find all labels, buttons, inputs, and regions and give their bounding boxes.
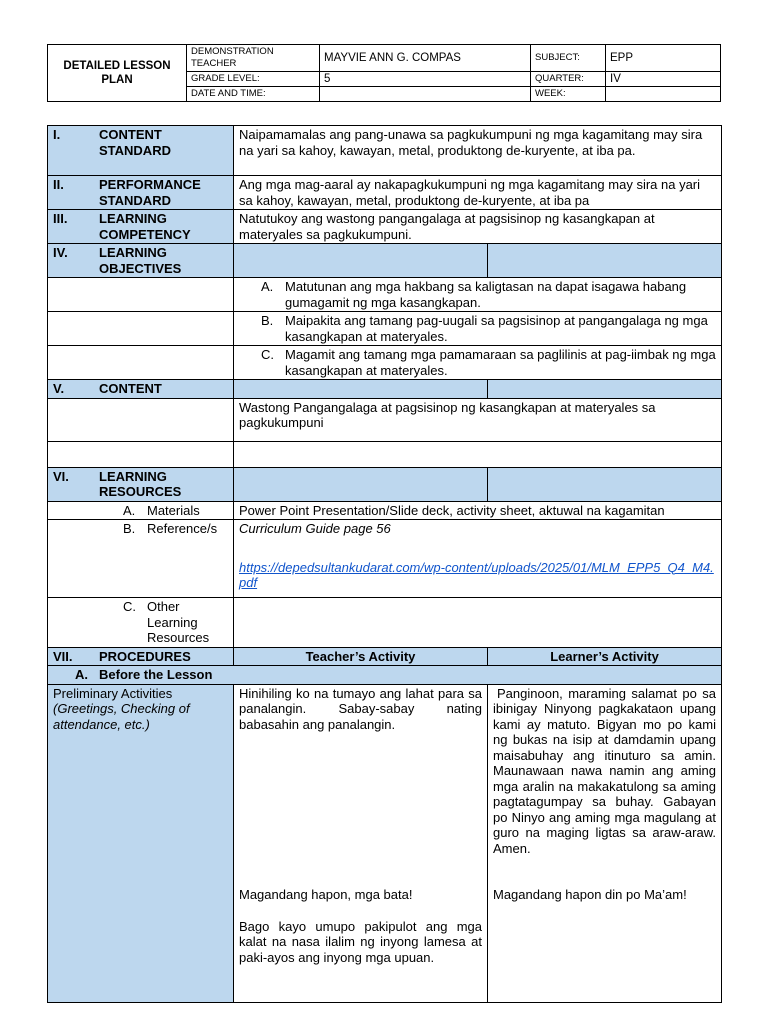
learner-activity-cell — [488, 684, 722, 1002]
subject-value: EPP — [606, 45, 721, 72]
teacher-label: DEMONSTRATION TEACHER — [187, 45, 320, 72]
section-title: LEARNING RESOURCES — [99, 468, 182, 499]
date-value — [320, 87, 531, 102]
content-heading — [48, 380, 234, 399]
resource-label: Reference/s — [147, 521, 218, 536]
learner-activity-header: Learner’s Activity — [488, 647, 722, 666]
learning-competency-heading — [48, 210, 234, 244]
resource-label: Other Learning Resources — [147, 599, 210, 645]
teacher-value: MAYVIE ANN G. COMPAS — [320, 45, 531, 72]
blank-cell — [488, 244, 722, 278]
section-number: I. — [53, 127, 61, 142]
other-resources-label-cell — [48, 598, 234, 648]
learner-prayer-text: Panginoon, maraming salamat po sa ibinigay Ninyong pagkakataon upang kami ay matuto. Bigyan mo po kami ng bukas na isip at damdamin upang maisabuhay ang itinuturo sa amin. Maunawaan nawa namin ang aming mga aralin na makakatulong sa aming pagtatagumpay sa buhay. Gabayan po Ninyo ang aming mga magulang at guro na maging ligtas sa araw-araw. Amen. — [493, 685, 716, 856]
subject-label: SUBJECT: — [531, 45, 606, 72]
resource-letter: A. — [123, 502, 136, 518]
preliminary-label: Preliminary Activities — [53, 685, 173, 701]
objective-letter: A. — [261, 279, 274, 294]
section-number: VI. — [53, 468, 69, 484]
week-label: WEEK: — [531, 87, 606, 102]
objective-item — [234, 346, 722, 380]
grade-label: GRADE LEVEL: — [187, 72, 320, 87]
learning-competency-text: Natutukoy ang wastong pangangalaga at pagsisinop ng kasangkapan at materyales sa pagkukumpuni. — [234, 210, 722, 244]
objective-text: Matutunan ang mga hakbang sa kaligtasan na dapat isagawa habang gumagamit ng mga kasangkapan. — [285, 279, 687, 310]
teacher-activity-header: Teacher’s Activity — [234, 647, 488, 666]
blank-cell — [48, 278, 234, 312]
preliminary-note: (Greetings, Checking of attendance, etc.) — [53, 701, 190, 732]
blank-cell — [48, 346, 234, 380]
objective-text: Magamit ang tamang mga pamamaraan sa paglilinis at pag-iimbak ng mga kasangkapan at materyales. — [285, 347, 716, 378]
procedures-heading — [48, 647, 234, 666]
before-lesson-label: Before the Lesson — [99, 667, 213, 682]
teacher-activity-cell — [234, 684, 488, 1002]
blank-cell — [234, 380, 488, 399]
blank-cell — [488, 467, 722, 501]
blank-cell — [48, 441, 234, 467]
resource-letter: B. — [123, 521, 136, 536]
section-number: II. — [53, 177, 64, 192]
blank-cell — [488, 380, 722, 399]
reference-link[interactable]: https://depedsultankudarat.com/wp-content/uploads/2025/01/MLM_EPP5_Q4_M4.pdf — [239, 559, 714, 590]
content-standard-heading — [48, 126, 234, 176]
week-value — [606, 87, 721, 102]
grade-value: 5 — [320, 72, 531, 87]
section-title: CONTENT — [99, 381, 162, 396]
blank-cell — [234, 441, 722, 467]
references-cell — [234, 520, 722, 598]
section-number: V. — [53, 381, 65, 396]
resource-label: Materials — [147, 502, 200, 518]
objective-item — [234, 278, 722, 312]
quarter-label: QUARTER: — [531, 72, 606, 87]
preliminary-activities-cell — [48, 684, 234, 1002]
section-title: LEARNING OBJECTIVES — [99, 245, 182, 276]
section-title: PERFORMANCE STANDARD — [99, 177, 201, 208]
materials-label-cell — [48, 501, 234, 520]
blank-cell — [234, 598, 722, 648]
lesson-plan-header-table — [47, 44, 721, 102]
teacher-instruction-text: Bago kayo umupo pakipulot ang mga kalat na nasa ilalim ng inyong lamesa at paki-ayos ang inyong mga upuan. — [239, 918, 482, 965]
content-standard-text: Naipamamalas ang pang-unawa sa pagkukumpuni ng mga kagamitang may sira na yari sa kahoy, kawayan, metal, produktong de-kuryente, at iba pa. — [234, 126, 722, 176]
section-title: LEARNING COMPETENCY — [99, 211, 191, 242]
learning-resources-heading — [48, 467, 234, 501]
quarter-value: IV — [606, 72, 721, 87]
blank-cell — [234, 244, 488, 278]
section-title: CONTENT STANDARD — [99, 127, 171, 158]
plan-title: DETAILED LESSON PLAN — [48, 45, 187, 102]
objective-item — [234, 312, 722, 346]
curriculum-guide-text: Curriculum Guide page 56 — [239, 521, 391, 536]
teacher-prayer-text: Hinihiling ko na tumayo ang lahat para sa panalangin. Sabay-sabay nating babasahin ang panalangin. — [239, 685, 482, 732]
section-number: IV. — [53, 245, 68, 260]
date-label: DATE AND TIME: — [187, 87, 320, 102]
section-title: PROCEDURES — [99, 648, 191, 664]
teacher-greeting-text: Magandang hapon, mga bata! — [239, 887, 413, 902]
references-label-cell — [48, 520, 234, 598]
learner-greeting-text: Magandang hapon din po Ma’am! — [493, 887, 687, 902]
objective-letter: B. — [261, 313, 274, 328]
objective-text: Maipakita ang tamang pag-uugali sa pagsisinop at pangangalaga ng mga kasangkapan at materyales. — [285, 313, 708, 344]
blank-cell — [48, 398, 234, 441]
before-lesson-letter: A. — [75, 667, 88, 682]
section-number: VII. — [53, 648, 73, 664]
resource-letter: C. — [123, 599, 136, 614]
section-number: III. — [53, 211, 68, 226]
blank-cell — [234, 467, 488, 501]
objective-letter: C. — [261, 347, 274, 362]
lesson-plan-main-table — [47, 125, 722, 1003]
performance-standard-text: Ang mga mag-aaral ay nakapagkukumpuni ng mga kagamitang may sira na yari sa kahoy, kawayan, metal, produktong de-kuryente, at iba pa — [234, 176, 722, 210]
before-lesson-heading — [48, 666, 722, 685]
content-text: Wastong Pangangalaga at pagsisinop ng kasangkapan at materyales sa pagkukumpuni — [234, 398, 722, 441]
learning-objectives-heading — [48, 244, 234, 278]
blank-cell — [48, 312, 234, 346]
materials-text: Power Point Presentation/Slide deck, activity sheet, aktuwal na kagamitan — [234, 501, 722, 520]
performance-standard-heading — [48, 176, 234, 210]
